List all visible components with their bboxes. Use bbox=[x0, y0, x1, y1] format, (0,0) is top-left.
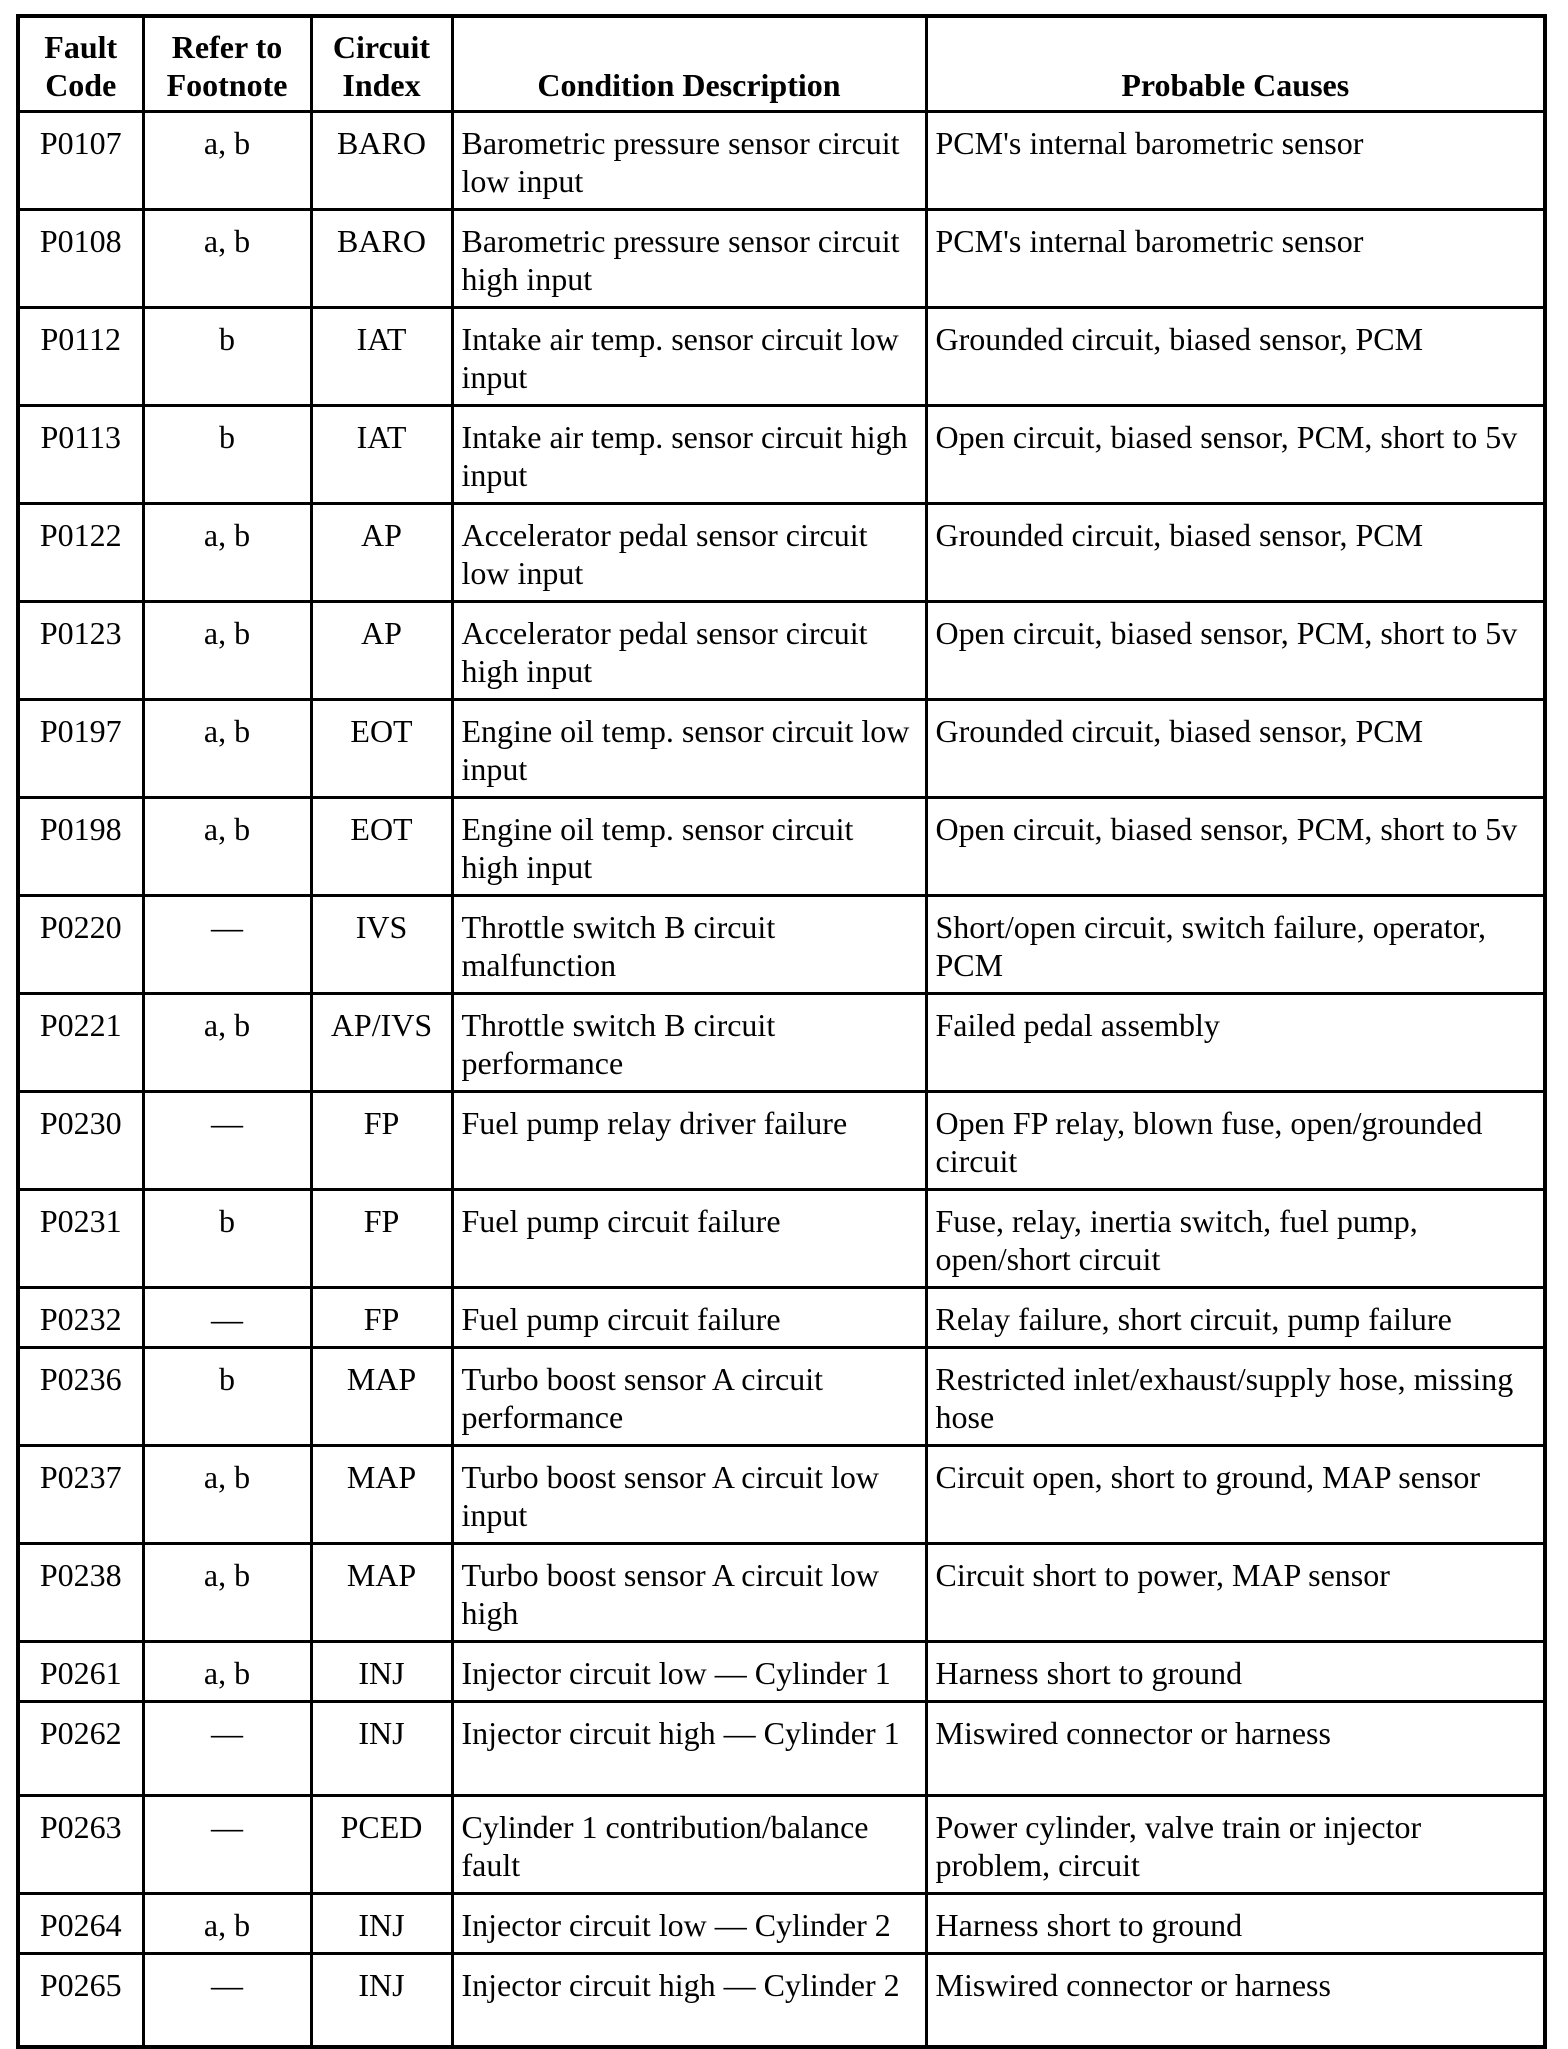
fault-code-cell: P0113 bbox=[18, 405, 143, 503]
causes-cell: Open FP relay, blown fuse, open/grounded circuit bbox=[926, 1091, 1545, 1189]
table-row bbox=[18, 1543, 1545, 1641]
circuit-index-cell: AP/IVS bbox=[311, 993, 452, 1091]
table-row bbox=[18, 1287, 1545, 1347]
table-row bbox=[18, 1189, 1545, 1287]
fault-code-cell: P0122 bbox=[18, 503, 143, 601]
fault-code-cell: P0232 bbox=[18, 1287, 143, 1347]
causes-cell: Harness short to ground bbox=[926, 1641, 1545, 1701]
causes-cell: Grounded circuit, biased sensor, PCM bbox=[926, 699, 1545, 797]
fault-code-cell: P0230 bbox=[18, 1091, 143, 1189]
causes-cell: Circuit short to power, MAP sensor bbox=[926, 1543, 1545, 1641]
circuit-index-cell: PCED bbox=[311, 1795, 452, 1893]
description-cell: Engine oil temp. sensor circuit low input bbox=[452, 699, 926, 797]
circuit-index-cell: EOT bbox=[311, 797, 452, 895]
circuit-index-cell: IAT bbox=[311, 307, 452, 405]
circuit-index-cell: AP bbox=[311, 503, 452, 601]
fault-code-cell: P0264 bbox=[18, 1893, 143, 1953]
description-cell: Throttle switch B circuit malfunction bbox=[452, 895, 926, 993]
footnote-cell: a, b bbox=[143, 797, 311, 895]
footnote-cell: — bbox=[143, 1701, 311, 1795]
circuit-index-cell: INJ bbox=[311, 1701, 452, 1795]
circuit-index-cell: INJ bbox=[311, 1953, 452, 2047]
description-cell: Fuel pump relay driver failure bbox=[452, 1091, 926, 1189]
description-cell: Injector circuit high — Cylinder 2 bbox=[452, 1953, 926, 2047]
table-row bbox=[18, 993, 1545, 1091]
footnote-cell: b bbox=[143, 405, 311, 503]
circuit-index-cell: IAT bbox=[311, 405, 452, 503]
causes-cell: PCM's internal barometric sensor bbox=[926, 209, 1545, 307]
description-cell: Turbo boost sensor A circuit performance bbox=[452, 1347, 926, 1445]
table-row bbox=[18, 1701, 1545, 1795]
description-cell: Engine oil temp. sensor circuit high input bbox=[452, 797, 926, 895]
table-row bbox=[18, 699, 1545, 797]
footnote-cell: b bbox=[143, 1189, 311, 1287]
header-probable-causes: Probable Causes bbox=[926, 16, 1545, 111]
table-row bbox=[18, 405, 1545, 503]
causes-cell: Open circuit, biased sensor, PCM, short to 5v bbox=[926, 797, 1545, 895]
causes-cell: PCM's internal barometric sensor bbox=[926, 111, 1545, 209]
footnote-cell: a, b bbox=[143, 1543, 311, 1641]
footnote-cell: a, b bbox=[143, 1641, 311, 1701]
footnote-cell: a, b bbox=[143, 1445, 311, 1543]
description-cell: Accelerator pedal sensor circuit high input bbox=[452, 601, 926, 699]
description-cell: Injector circuit high — Cylinder 1 bbox=[452, 1701, 926, 1795]
footnote-cell: a, b bbox=[143, 601, 311, 699]
fault-code-cell: P0263 bbox=[18, 1795, 143, 1893]
table-row bbox=[18, 111, 1545, 209]
header-footnote: Refer to Footnote bbox=[143, 16, 311, 111]
circuit-index-cell: FP bbox=[311, 1287, 452, 1347]
table-row bbox=[18, 1347, 1545, 1445]
footnote-cell: a, b bbox=[143, 503, 311, 601]
table-row bbox=[18, 1091, 1545, 1189]
circuit-index-cell: AP bbox=[311, 601, 452, 699]
causes-cell: Relay failure, short circuit, pump failure bbox=[926, 1287, 1545, 1347]
footnote-cell: — bbox=[143, 1287, 311, 1347]
description-cell: Fuel pump circuit failure bbox=[452, 1287, 926, 1347]
circuit-index-cell: BARO bbox=[311, 111, 452, 209]
fault-code-cell: P0112 bbox=[18, 307, 143, 405]
table-row bbox=[18, 1795, 1545, 1893]
fault-code-cell: P0123 bbox=[18, 601, 143, 699]
causes-cell: Open circuit, biased sensor, PCM, short to 5v bbox=[926, 405, 1545, 503]
description-cell: Barometric pressure sensor circuit low input bbox=[452, 111, 926, 209]
fault-code-cell: P0220 bbox=[18, 895, 143, 993]
table-row bbox=[18, 1641, 1545, 1701]
footnote-cell: — bbox=[143, 1953, 311, 2047]
description-cell: Accelerator pedal sensor circuit low input bbox=[452, 503, 926, 601]
causes-cell: Restricted inlet/exhaust/supply hose, missing hose bbox=[926, 1347, 1545, 1445]
causes-cell: Short/open circuit, switch failure, operator, PCM bbox=[926, 895, 1545, 993]
causes-cell: Circuit open, short to ground, MAP sensor bbox=[926, 1445, 1545, 1543]
description-cell: Intake air temp. sensor circuit high input bbox=[452, 405, 926, 503]
description-cell: Fuel pump circuit failure bbox=[452, 1189, 926, 1287]
fault-code-cell: P0237 bbox=[18, 1445, 143, 1543]
footnote-cell: a, b bbox=[143, 993, 311, 1091]
table-row bbox=[18, 307, 1545, 405]
causes-cell: Failed pedal assembly bbox=[926, 993, 1545, 1091]
circuit-index-cell: INJ bbox=[311, 1893, 452, 1953]
header-condition-description: Condition Description bbox=[452, 16, 926, 111]
causes-cell: Miswired connector or harness bbox=[926, 1701, 1545, 1795]
circuit-index-cell: MAP bbox=[311, 1445, 452, 1543]
footnote-cell: a, b bbox=[143, 699, 311, 797]
footnote-cell: — bbox=[143, 1091, 311, 1189]
circuit-index-cell: MAP bbox=[311, 1347, 452, 1445]
description-cell: Injector circuit low — Cylinder 2 bbox=[452, 1893, 926, 1953]
circuit-index-cell: FP bbox=[311, 1189, 452, 1287]
causes-cell: Power cylinder, valve train or injector problem, circuit bbox=[926, 1795, 1545, 1893]
fault-code-cell: P0236 bbox=[18, 1347, 143, 1445]
description-cell: Intake air temp. sensor circuit low input bbox=[452, 307, 926, 405]
fault-code-cell: P0198 bbox=[18, 797, 143, 895]
table-row bbox=[18, 1953, 1545, 2047]
fault-code-table bbox=[16, 14, 1547, 2049]
description-cell: Throttle switch B circuit performance bbox=[452, 993, 926, 1091]
circuit-index-cell: EOT bbox=[311, 699, 452, 797]
footnote-cell: b bbox=[143, 1347, 311, 1445]
circuit-index-cell: FP bbox=[311, 1091, 452, 1189]
table-row bbox=[18, 503, 1545, 601]
footnote-cell: b bbox=[143, 307, 311, 405]
table-row bbox=[18, 1893, 1545, 1953]
description-cell: Cylinder 1 contribution/balance fault bbox=[452, 1795, 926, 1893]
table-row bbox=[18, 601, 1545, 699]
description-cell: Turbo boost sensor A circuit low input bbox=[452, 1445, 926, 1543]
footnote-cell: — bbox=[143, 895, 311, 993]
header-fault-code: Fault Code bbox=[18, 16, 143, 111]
description-cell: Injector circuit low — Cylinder 1 bbox=[452, 1641, 926, 1701]
footnote-cell: a, b bbox=[143, 209, 311, 307]
circuit-index-cell: MAP bbox=[311, 1543, 452, 1641]
table-row bbox=[18, 895, 1545, 993]
description-cell: Turbo boost sensor A circuit low high bbox=[452, 1543, 926, 1641]
footnote-cell: a, b bbox=[143, 111, 311, 209]
header-circuit-index: Circuit Index bbox=[311, 16, 452, 111]
fault-code-cell: P0107 bbox=[18, 111, 143, 209]
fault-code-cell: P0197 bbox=[18, 699, 143, 797]
circuit-index-cell: INJ bbox=[311, 1641, 452, 1701]
footnote-cell: — bbox=[143, 1795, 311, 1893]
fault-code-cell: P0261 bbox=[18, 1641, 143, 1701]
fault-code-cell: P0108 bbox=[18, 209, 143, 307]
table-row bbox=[18, 797, 1545, 895]
fault-code-cell: P0262 bbox=[18, 1701, 143, 1795]
description-cell: Barometric pressure sensor circuit high input bbox=[452, 209, 926, 307]
table-row bbox=[18, 209, 1545, 307]
table-body bbox=[18, 111, 1545, 2047]
fault-code-cell: P0221 bbox=[18, 993, 143, 1091]
table-header-row bbox=[18, 16, 1545, 111]
causes-cell: Miswired connector or harness bbox=[926, 1953, 1545, 2047]
fault-code-cell: P0238 bbox=[18, 1543, 143, 1641]
table-row bbox=[18, 1445, 1545, 1543]
causes-cell: Grounded circuit, biased sensor, PCM bbox=[926, 503, 1545, 601]
fault-code-cell: P0231 bbox=[18, 1189, 143, 1287]
fault-code-cell: P0265 bbox=[18, 1953, 143, 2047]
footnote-cell: a, b bbox=[143, 1893, 311, 1953]
causes-cell: Open circuit, biased sensor, PCM, short to 5v bbox=[926, 601, 1545, 699]
causes-cell: Harness short to ground bbox=[926, 1893, 1545, 1953]
circuit-index-cell: IVS bbox=[311, 895, 452, 993]
causes-cell: Fuse, relay, inertia switch, fuel pump, open/short circuit bbox=[926, 1189, 1545, 1287]
causes-cell: Grounded circuit, biased sensor, PCM bbox=[926, 307, 1545, 405]
circuit-index-cell: BARO bbox=[311, 209, 452, 307]
